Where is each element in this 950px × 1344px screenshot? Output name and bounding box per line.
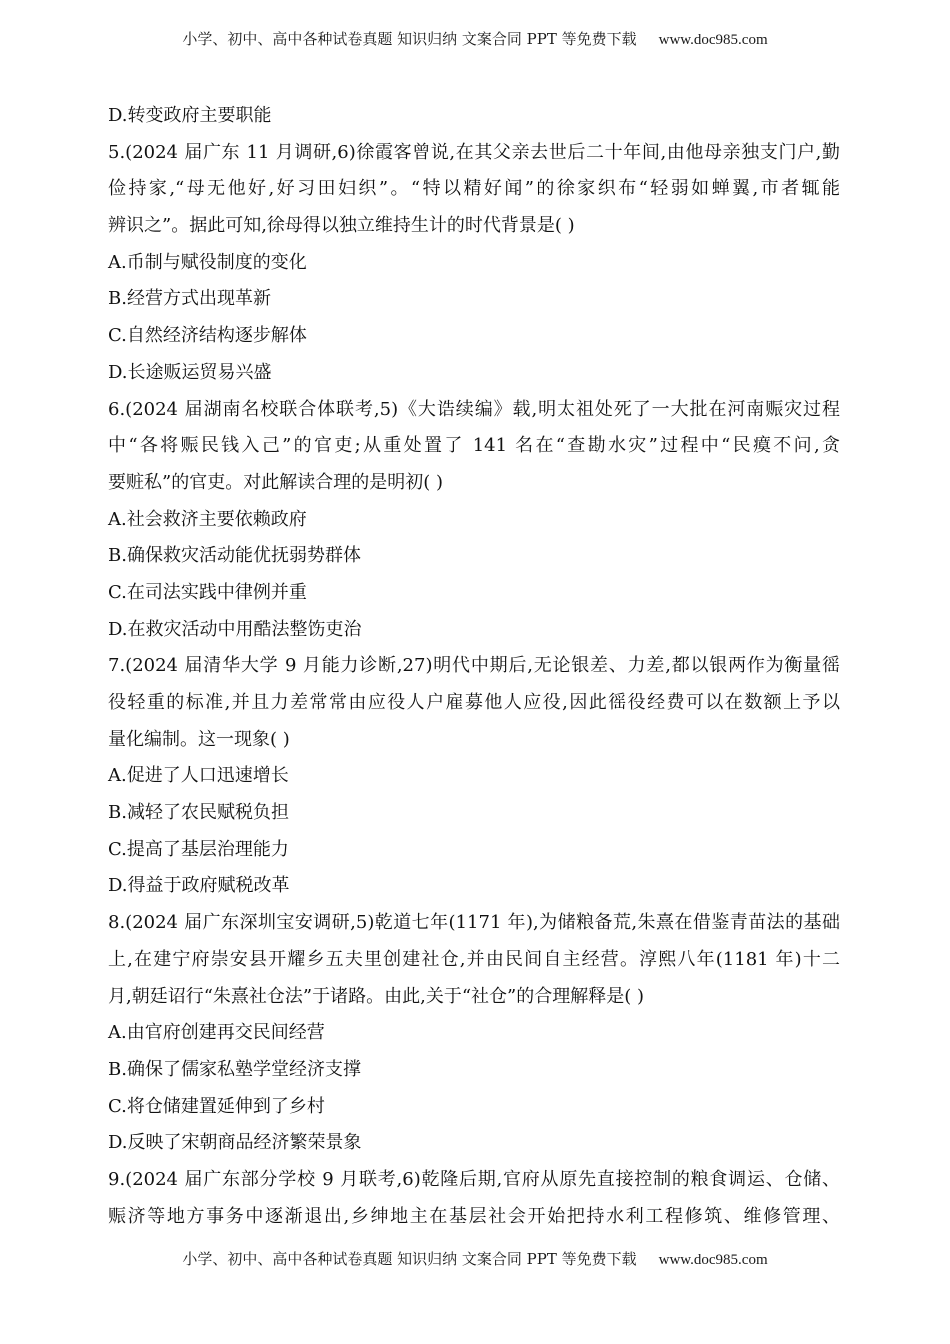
question-5-option-a: A.币制与赋役制度的变化 <box>108 251 307 273</box>
question-6-line-2: 中“各将赈民钱入己”的官吏;从重处置了 141 名在“查勘水灾”过程中“民瘼不问,贪 <box>108 435 840 457</box>
question-7-line-3: 量化编制。这一现象( ) <box>108 728 290 750</box>
question-8 <box>108 905 840 1162</box>
question-5-option-c: C.自然经济结构逐步解体 <box>108 325 307 347</box>
page-footer <box>0 1248 950 1269</box>
question-7-line-1: 7.(2024 届清华大学 9 月能力诊断,27)明代中期后,无论银差、力差,都以银两作为衡量徭 <box>108 655 840 677</box>
footer-text: 小学、初中、高中各种试卷真题 知识归纳 文案合同 PPT 等免费下载 <box>182 1250 637 1268</box>
question-8-option-c: C.将仓储建置延伸到了乡村 <box>108 1095 325 1117</box>
question-7-option-c: C.提高了基层治理能力 <box>108 838 289 860</box>
question-8-option-b: B.确保了儒家私塾学堂经济支撑 <box>108 1058 361 1080</box>
exam-content <box>108 98 840 1235</box>
question-6-option-a: A.社会救济主要依赖政府 <box>108 508 307 530</box>
question-5-line-2: 俭持家,“母无他好,好习田妇织”。“特以精好闻”的徐家织布“轻弱如蝉翼,市者辄能 <box>108 178 840 200</box>
question-7-option-b: B.减轻了农民赋税负担 <box>108 802 289 824</box>
question-7-line-2: 役轻重的标准,并且力差常常由应役人户雇募他人应役,因此徭役经费可以在数额上予以 <box>108 692 840 713</box>
question-8-line-2: 上,在建宁府崇安县开耀乡五夫里创建社仓,并由民间自主经营。淳熙八年(1181 年)十二 <box>108 948 840 970</box>
question-7-option-d: D.得益于政府赋税改革 <box>108 875 290 897</box>
question-8-line-1: 8.(2024 届广东深圳宝安调研,5)乾道七年(1171 年),为储粮备荒,朱熹在借鉴青苗法的基础 <box>108 912 840 934</box>
question-6-option-c: C.在司法实践中律例并重 <box>108 581 307 603</box>
question-6 <box>108 392 840 649</box>
question-7 <box>108 648 840 905</box>
header-text: 小学、初中、高中各种试卷真题 知识归纳 文案合同 PPT 等免费下载 <box>182 30 637 48</box>
header-url[interactable]: www.doc985.com <box>658 32 768 48</box>
question-6-line-3: 要赃私”的官吏。对此解读合理的是明初( ) <box>108 471 443 493</box>
question-5-line-1: 5.(2024 届广东 11 月调研,6)徐霞客曾说,在其父亲去世后二十年间,由他母亲独支门户,勤 <box>108 141 840 163</box>
question-6-option-b: B.确保救灾活动能优抚弱势群体 <box>108 545 361 567</box>
question-9 <box>108 1162 840 1235</box>
question-6-line-1: 6.(2024 届湖南名校联合体联考,5)《大诰续编》载,明太祖处死了一大批在河南赈灾过程 <box>108 398 840 420</box>
page-header <box>0 28 950 49</box>
question-5-line-3: 辨识之”。据此可知,徐母得以独立维持生计的时代背景是( ) <box>108 215 575 237</box>
question-5 <box>108 135 840 392</box>
footer-url[interactable]: www.doc985.com <box>658 1252 768 1268</box>
question-8-option-a: A.由官府创建再交民间经营 <box>108 1022 325 1044</box>
question-7-option-a: A.促进了人口迅速增长 <box>108 765 289 787</box>
question-8-option-d: D.反映了宋朝商品经济繁荣景象 <box>108 1132 362 1154</box>
question-5-option-d: D.长途贩运贸易兴盛 <box>108 361 272 383</box>
question-6-option-d: D.在救灾活动中用酷法整饬吏治 <box>108 618 362 640</box>
question-9-line-2: 赈济等地方事务中逐渐退出,乡绅地主在基层社会开始把持水利工程修筑、维修管理、 <box>108 1205 840 1227</box>
question-8-line-3: 月,朝廷诏行“朱熹社仓法”于诸路。由此,关于“社仓”的合理解释是( ) <box>108 985 645 1007</box>
question-5-option-b: B.经营方式出现革新 <box>108 288 271 310</box>
prev-option: D.转变政府主要职能 <box>108 105 272 126</box>
question-9-line-1: 9.(2024 届广东部分学校 9 月联考,6)乾隆后期,官府从原先直接控制的粮食调运、仓储、 <box>108 1168 840 1190</box>
